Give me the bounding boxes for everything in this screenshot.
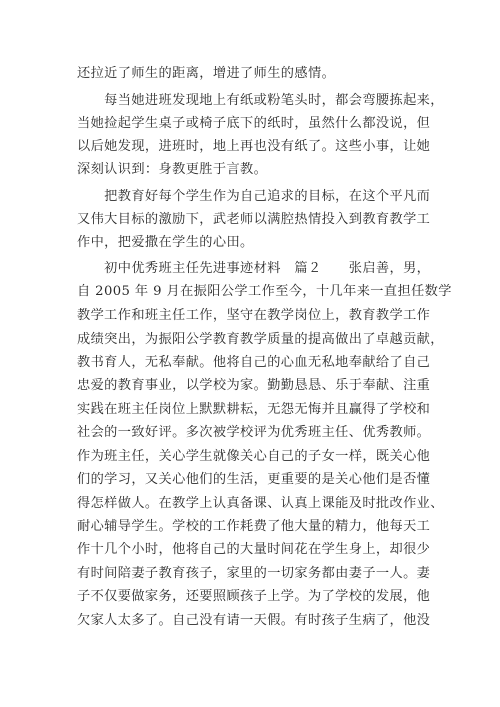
text-line: 又伟大目标的激励下，武老师以满腔热情投入到教育教学工	[77, 212, 431, 227]
text-line: 作中，把爱撒在学生的心田。	[77, 235, 254, 250]
text-line: 作为班主任，关心学生就像关心自己的子女一样，既关心他	[77, 449, 431, 464]
text-line: 教学工作和班主任工作，坚守在教学岗位上，教育教学工作	[77, 308, 431, 323]
text-line: 把教育好每个学生作为自己追求的目标，在这个平凡而	[77, 189, 431, 204]
text-line: 还拉近了师生的距离，增进了师生的感情。	[77, 66, 336, 81]
text-line: 实践在班主任岗位上默默耕耘，无怨无悔并且赢得了学校和	[77, 402, 431, 417]
text-line: 教书育人，无私奉献。他将自己的心血无私地奉献给了自己	[77, 355, 431, 370]
text-line: 作十几个小时，他将自己的大量时间花在学生身上，却很少	[77, 542, 431, 557]
text-line: 欠家人太多了。自己没有请一天假。有时孩子生病了，他没	[77, 613, 431, 628]
text-line: 社会的一致好评。多次被学校评为优秀班主任、优秀教师。	[77, 425, 431, 440]
text-line: 当她捡起学生桌子或椅子底下的纸时，虽然什么都没说，但	[77, 116, 431, 131]
text-line: 得怎样做人。在教学上认真备课、认真上课能及时批改作业、	[77, 496, 444, 511]
text-line: 们的学习，又关心他们的生活，更重要的是关心他们是否懂	[77, 472, 431, 487]
text-line: 初中优秀班主任先进事迹材料 篇２ 张启善，男，	[77, 261, 431, 276]
text-line: 每当她进班发现地上有纸或粉笔头时，都会弯腰拣起来，	[77, 93, 444, 108]
text-line: 深刻认识到：身教更胜于言教。	[77, 162, 268, 177]
text-line: 耐心辅导学生。学校的工作耗费了他大量的精力，他每天工	[77, 519, 431, 534]
text-line: 以后她发现，进班时，地上再也没有纸了。这些小事，让她	[77, 139, 431, 154]
text-line: 有时间陪妻子教育孩子，家里的一切家务都由妻子一人。妻	[77, 566, 431, 581]
text-line: 忠爱的教育事业，以学校为家。勤勤恳恳、乐于奉献、注重	[77, 378, 431, 393]
text-line: 成绩突出，为振阳公学教育教学质量的提高做出了卓越贡献，	[77, 332, 444, 347]
text-line: 子不仅要做家务，还要照顾孩子上学。为了学校的发展，他	[77, 589, 431, 604]
text-line: 自 2005 年 9 月在振阳公学工作至今，十几年来一直担任数学	[77, 284, 452, 299]
